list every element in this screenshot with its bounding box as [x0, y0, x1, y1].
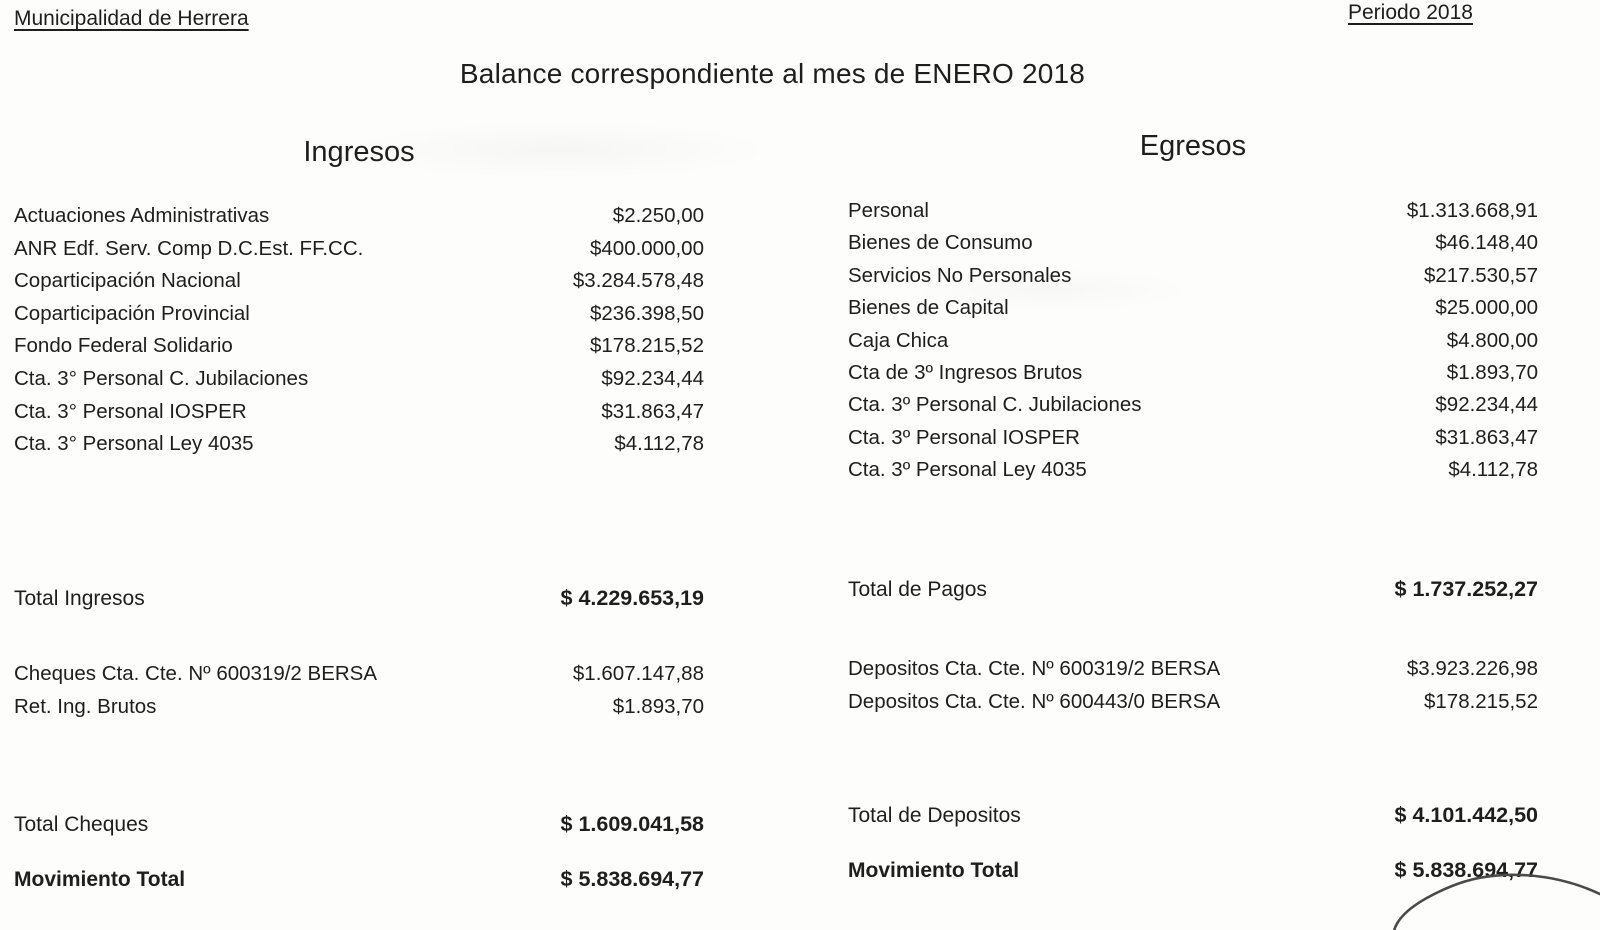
egresos-row [848, 231, 1538, 263]
egresos-row [848, 361, 1538, 393]
total-cheques-label: Total Cheques [14, 813, 149, 836]
cheques-item-list [14, 662, 704, 727]
egresos-row [848, 458, 1538, 490]
item-amount: $1.607.147,88 [572, 662, 704, 685]
item-amount: $4.800,00 [1446, 328, 1538, 352]
total-cheques-row [14, 812, 704, 837]
item-amount: $92.234,44 [1435, 393, 1538, 417]
item-label: Depositos Cta. Cte. Nº 600443/0 BERSA [848, 689, 1221, 713]
item-label: Caja Chica [848, 328, 949, 352]
period-label: Periodo 2018 [1348, 1, 1473, 24]
ingresos-row [14, 302, 704, 335]
item-amount: $4.112,78 [614, 432, 704, 456]
cheques-row [14, 662, 704, 695]
item-amount: $1.893,70 [1446, 360, 1538, 384]
ingresos-row [14, 237, 704, 270]
total-ingresos-row [14, 586, 704, 611]
movimiento-total-right-label: Movimiento Total [848, 859, 1020, 882]
item-label: Cta. 3° Personal Ley 4035 [14, 432, 254, 456]
item-amount: $92.234,44 [601, 366, 704, 390]
egresos-header: Egresos [1139, 130, 1247, 162]
ingresos-header: Ingresos [303, 136, 415, 168]
movimiento-total-left-amount: $ 5.838.694,77 [560, 867, 704, 891]
total-depositos-amount: $ 4.101.442,50 [1394, 803, 1538, 827]
item-amount: $3.284.578,48 [572, 269, 704, 293]
egresos-row [848, 296, 1538, 328]
total-ingresos-label: Total Ingresos [14, 587, 145, 610]
item-label: Ret. Ing. Brutos [14, 694, 157, 718]
total-ingresos-amount: $ 4.229.653,19 [560, 586, 704, 610]
item-label: Cta. 3° Personal IOSPER [14, 399, 247, 423]
item-amount: $1.313.668,91 [1406, 199, 1538, 222]
item-label: Coparticipación Provincial [14, 301, 250, 325]
item-label: Fondo Federal Solidario [14, 334, 233, 358]
item-label: Coparticipación Nacional [14, 269, 241, 293]
item-label: Actuaciones Administrativas [14, 204, 270, 227]
item-amount: $2.250,00 [612, 204, 704, 227]
item-label: ANR Edf. Serv. Comp D.C.Est. FF.CC. [14, 236, 364, 260]
egresos-row [848, 329, 1538, 361]
item-label: Depositos Cta. Cte. Nº 600319/2 BERSA [848, 657, 1221, 680]
movimiento-total-right-row [848, 858, 1538, 883]
document-title: Balance correspondiente al mes de ENERO 2018 [459, 58, 1086, 89]
egresos-item-list [848, 199, 1538, 491]
item-amount: $236.398,50 [589, 301, 704, 325]
item-label: Cta. 3° Personal C. Jubilaciones [14, 366, 309, 390]
depositos-row [848, 690, 1538, 723]
total-pagos-amount: $ 1.737.252,27 [1394, 577, 1538, 601]
total-depositos-label: Total de Depositos [848, 804, 1021, 827]
item-label: Cta. 3º Personal IOSPER [848, 425, 1080, 449]
ingresos-row [14, 334, 704, 367]
item-amount: $178.215,52 [589, 334, 704, 358]
item-label: Cta de 3º Ingresos Brutos [848, 360, 1083, 384]
item-amount: $31.863,47 [601, 399, 704, 423]
total-cheques-amount: $ 1.609.041,58 [560, 812, 704, 836]
item-label: Cta. 3º Personal C. Jubilaciones [848, 393, 1142, 417]
item-amount: $25.000,00 [1435, 296, 1538, 320]
movimiento-total-left-label: Movimiento Total [14, 868, 186, 891]
egresos-row [848, 393, 1538, 425]
item-label: Bienes de Capital [848, 296, 1009, 320]
ingresos-row [14, 400, 704, 433]
ingresos-row [14, 269, 704, 302]
item-label: Personal [848, 199, 929, 222]
egresos-row [848, 426, 1538, 458]
item-label: Cheques Cta. Cte. Nº 600319/2 BERSA [14, 662, 378, 685]
depositos-item-list [848, 657, 1538, 722]
total-depositos-row [848, 803, 1538, 828]
ingresos-row [14, 367, 704, 400]
egresos-row [848, 199, 1538, 231]
item-amount: $3.923.226,98 [1406, 657, 1538, 680]
item-label: Bienes de Consumo [848, 231, 1033, 255]
item-amount: $4.112,78 [1448, 458, 1538, 482]
item-amount: $31.863,47 [1435, 425, 1538, 449]
depositos-row [848, 657, 1538, 690]
item-amount: $1.893,70 [612, 694, 704, 718]
movimiento-total-left-row [14, 867, 704, 892]
total-pagos-row [848, 577, 1538, 602]
ingresos-row [14, 432, 704, 465]
item-label: Cta. 3º Personal Ley 4035 [848, 458, 1087, 482]
ingresos-item-list [14, 204, 704, 465]
organization-name: Municipalidad de Herrera [14, 7, 249, 30]
item-amount: $178.215,52 [1423, 689, 1538, 713]
ingresos-row [14, 204, 704, 237]
egresos-row [848, 264, 1538, 296]
total-pagos-label: Total de Pagos [848, 578, 987, 601]
cheques-row [14, 695, 704, 728]
item-amount: $400.000,00 [589, 236, 704, 260]
item-amount: $217.530,57 [1423, 263, 1538, 287]
item-amount: $46.148,40 [1435, 231, 1538, 255]
item-label: Servicios No Personales [848, 263, 1072, 287]
movimiento-total-right-amount: $ 5.838.694,77 [1394, 858, 1538, 882]
